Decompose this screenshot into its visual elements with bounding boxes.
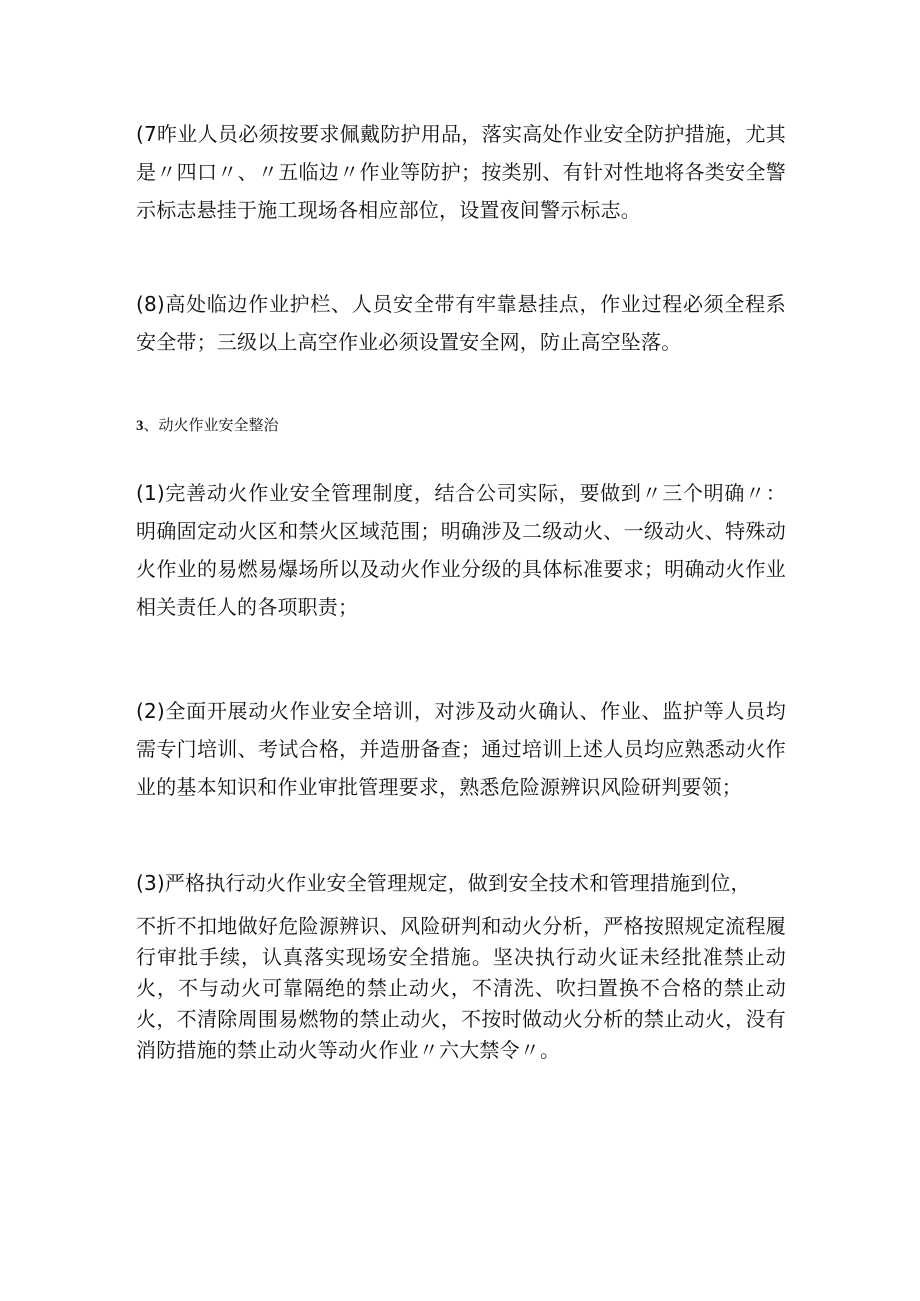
section-paragraph-4: 不折不扣地做好危险源辨识、风险研判和动火分析，严格按照规定流程履行审批手续，认真落实现场安全措施。坚决执行动火证未经批准禁止动火，不与动火可靠隔绝的禁止动火，不清洗、吹扫置换不合格的禁止动火，不清除周围易燃物的禁止动火，不按时做动火分析的禁止动火，没有消防措施的禁止动火等动火作业〃六大禁令〃。 [136,914,786,1062]
section-heading [136,414,279,437]
section-paragraph-2: (2)全面开展动火作业安全培训，对涉及动火确认、作业、监护等人员均需专门培训、考试合格，并造册备查；通过培训上述人员均应熟悉动火作业的基本知识和作业审批管理要求，熟悉危险源辨识风险研判要领； [136,699,786,799]
section-heading-number: 3 [136,418,144,434]
section-paragraph-1: (1)完善动火作业安全管理制度，结合公司实际，要做到〃三个明确〃：明确固定动火区和禁火区域范围；明确涉及二级动火、一级动火、特殊动火作业的易燃易爆场所以及动火作业分级的具体标准要求；明确动火作业相关责任人的各项职责； [136,481,786,619]
section-paragraph-3: (3)严格执行动火作业安全管理规定，做到安全技术和管理措施到位， [136,871,751,895]
section-heading-text: 、动火作业安全整治 [143,416,279,434]
paragraph-item-8: (8)高处临边作业护栏、人员安全带有牢靠悬挂点，作业过程必须全程系安全带；三级以上高空作业必须设置安全网，防止高空坠落。 [136,292,786,354]
paragraph-item-7: (7昨业人员必须按要求佩戴防护用品，落实高处作业安全防护措施，尤其是〃四口〃、〃五临边〃作业等防护；按类别、有针对性地将各类安全警示标志悬挂于施工现场各相应部位，设置夜间警示标志。 [136,122,786,222]
